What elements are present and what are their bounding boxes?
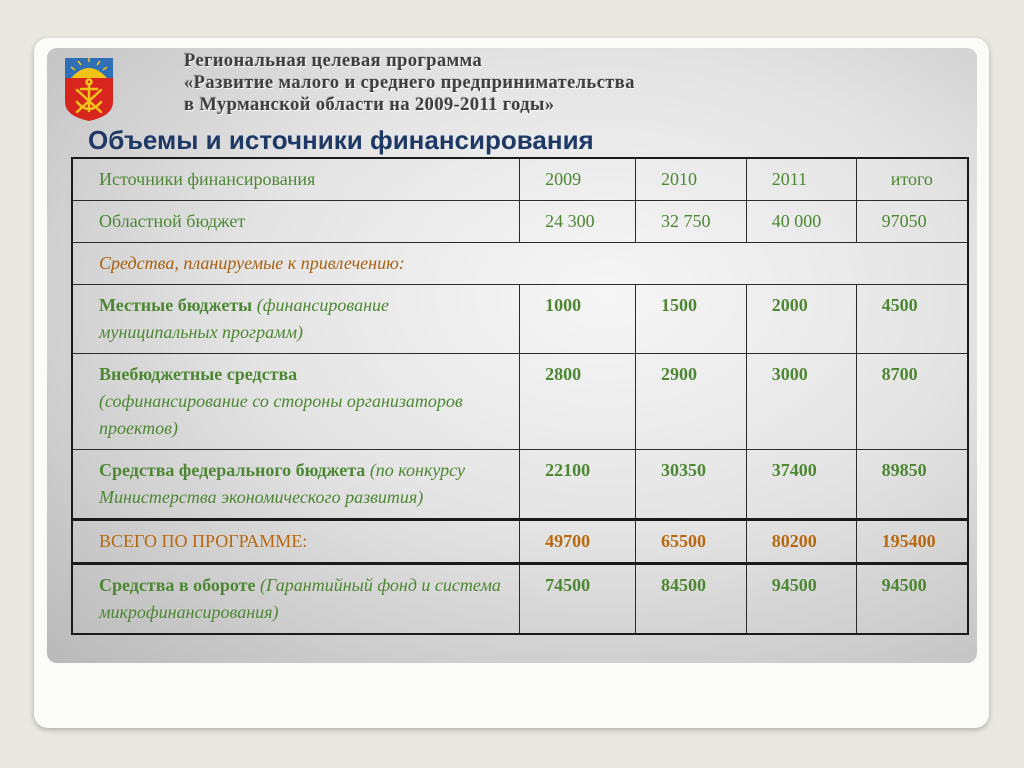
- turnover-2009: 74500: [520, 564, 636, 635]
- slide-subtitle: Объемы и источники финансирования: [88, 125, 594, 155]
- oblast-2010: 32 750: [635, 201, 746, 243]
- total-2011: 80200: [746, 520, 856, 564]
- local-total: 4500: [856, 285, 968, 354]
- turnover-note: (Гарантийный фонд и система микрофинансирования): [99, 575, 501, 622]
- header-sources: Источники финансирования: [72, 158, 520, 201]
- header-2010: 2010: [635, 158, 746, 201]
- table-row-attracted: [72, 243, 968, 285]
- header-total: итого: [856, 158, 968, 201]
- turnover-label: Средства в обороте: [99, 575, 256, 595]
- local-2009: 1000: [520, 285, 636, 354]
- program-heading-line-2: «Развитие малого и среднего предпринимательства: [184, 73, 635, 93]
- header-2009: 2009: [520, 158, 636, 201]
- oblast-label: Областной бюджет: [72, 201, 520, 243]
- turnover-2010: 84500: [635, 564, 746, 635]
- federal-2011: 37400: [746, 450, 856, 520]
- header-2011: 2011: [746, 158, 856, 201]
- local-note: (финансирование муниципальных программ): [99, 295, 389, 342]
- local-label-cell: [72, 285, 520, 354]
- extra-2011: 3000: [746, 354, 856, 450]
- total-label: ВСЕГО ПО ПРОГРАММЕ:: [72, 520, 520, 564]
- local-label: Местные бюджеты: [99, 295, 253, 315]
- table-row-local: [72, 285, 968, 354]
- federal-label: Средства федерального бюджета: [99, 460, 366, 480]
- murmansk-coat-of-arms-icon: [63, 56, 115, 122]
- extra-2010: 2900: [635, 354, 746, 450]
- federal-2009: 22100: [520, 450, 636, 520]
- extra-note: (софинансирование со стороны организаторов проектов): [99, 391, 463, 438]
- financing-table: [71, 157, 969, 635]
- program-heading: [184, 50, 635, 116]
- table-row-total: [72, 520, 968, 564]
- total-total: 195400: [856, 520, 968, 564]
- local-2010: 1500: [635, 285, 746, 354]
- table-row-turnover: [72, 564, 968, 635]
- program-heading-line-3: в Мурманской области на 2009-2011 годы»: [184, 95, 555, 115]
- extra-label-cell: [72, 354, 520, 450]
- oblast-total: 97050: [856, 201, 968, 243]
- turnover-label-cell: [72, 564, 520, 635]
- table-row-federal: [72, 450, 968, 520]
- table-header-row: [72, 158, 968, 201]
- federal-2010: 30350: [635, 450, 746, 520]
- federal-label-cell: [72, 450, 520, 520]
- turnover-2011: 94500: [746, 564, 856, 635]
- total-2009: 49700: [520, 520, 636, 564]
- table-row-oblast: [72, 201, 968, 243]
- total-2010: 65500: [635, 520, 746, 564]
- oblast-2011: 40 000: [746, 201, 856, 243]
- federal-note: (по конкурсу Министерства экономического развития): [99, 460, 465, 507]
- table-row-extrabudget: [72, 354, 968, 450]
- turnover-total: 94500: [856, 564, 968, 635]
- extra-label: Внебюджетные средства: [99, 364, 298, 384]
- program-heading-line-1: Региональная целевая программа: [184, 51, 483, 71]
- extra-2009: 2800: [520, 354, 636, 450]
- oblast-2009: 24 300: [520, 201, 636, 243]
- extra-total: 8700: [856, 354, 968, 450]
- local-2011: 2000: [746, 285, 856, 354]
- federal-total: 89850: [856, 450, 968, 520]
- attracted-label: Средства, планируемые к привлечению:: [72, 243, 968, 285]
